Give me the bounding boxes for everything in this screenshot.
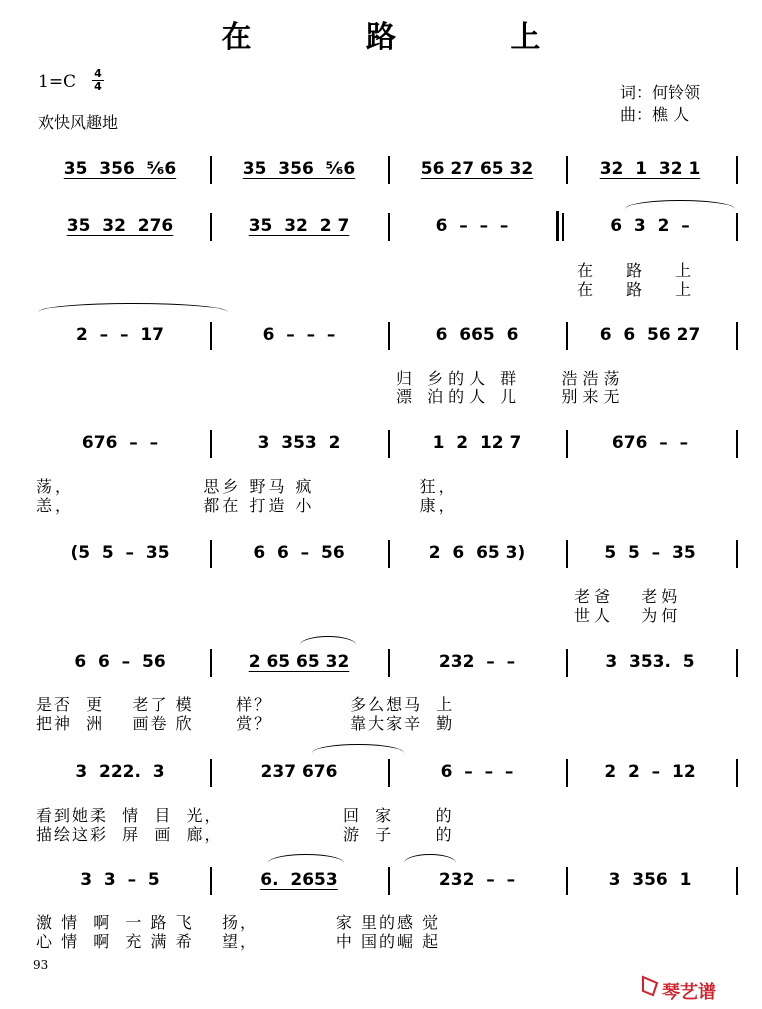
measure: 232 – – <box>438 870 516 890</box>
key-signature: 1=C <box>38 72 77 92</box>
bar-line <box>210 430 212 458</box>
lyric-line: 恙， 都在 打造 小 康， <box>36 496 458 515</box>
tie-arc <box>404 854 456 863</box>
measure: 35 356 ⁵⁄₆6 <box>63 159 177 179</box>
bar-line <box>210 322 212 350</box>
score-system <box>34 318 740 352</box>
bar-line <box>566 540 568 568</box>
bar-line <box>566 649 568 677</box>
bar-line <box>566 156 568 184</box>
bar-line <box>210 540 212 568</box>
page-number: 93 <box>33 958 49 972</box>
measure: 1 2 12 7 <box>432 433 522 453</box>
bar-line <box>736 156 738 184</box>
time-signature-bottom: 4 <box>92 80 104 93</box>
score-system <box>34 863 740 897</box>
lyric-line: 心 情 啊 充 满 希 望， 中 国的崛 起 <box>36 932 441 951</box>
bar-line <box>562 213 564 241</box>
tie-arc <box>300 636 356 645</box>
score-system <box>34 209 740 243</box>
bar-line <box>736 540 738 568</box>
score-system <box>34 536 740 570</box>
measure: 35 32 276 <box>66 216 174 236</box>
measure: 6 – – – <box>262 325 336 345</box>
score-system <box>34 152 740 186</box>
score-system <box>34 645 740 679</box>
song-title: 在 路 上 <box>221 20 593 55</box>
measure: 6 – – – <box>440 762 514 782</box>
bar-line <box>736 322 738 350</box>
lyric-line: 荡， 思乡 野马 疯 狂， <box>36 477 458 496</box>
measure: 6 6 – 56 <box>74 652 166 672</box>
measure: 676 – – <box>611 433 689 453</box>
site-logo: 琴艺谱 <box>662 982 716 1003</box>
tie-arc <box>625 200 735 209</box>
bar-line <box>566 322 568 350</box>
bar-line <box>736 649 738 677</box>
bar-line <box>566 759 568 787</box>
measure: 3 353 2 <box>257 433 341 453</box>
lyric-line: 在 路 上 <box>577 261 706 280</box>
measure: 2 – – 17 <box>76 325 164 345</box>
bar-line <box>388 213 390 241</box>
measure: 6 6 56 27 <box>599 325 701 345</box>
lyric-line: 归 乡的人 群 浩浩荡 <box>396 369 625 388</box>
bar-line <box>736 759 738 787</box>
measure: 2 2 – 12 <box>604 762 696 782</box>
measure: 6 3 2 – <box>610 216 690 236</box>
measure: 3 356 1 <box>608 870 692 890</box>
lyric-line: 漂 泊的人 儿 别来无 <box>396 387 625 406</box>
time-signature-top: 4 <box>94 67 102 80</box>
measure: 56 27 65 32 <box>420 159 534 179</box>
time-signature <box>92 68 104 93</box>
measure: 2 6 65 3) <box>428 543 526 563</box>
measure: 676 – – <box>81 433 159 453</box>
measure: 3 222. 3 <box>75 762 165 782</box>
bar-line <box>388 156 390 184</box>
bar-line <box>388 430 390 458</box>
lyric-line: 世人 为何 <box>574 606 682 625</box>
measure: 3 3 – 5 <box>80 870 160 890</box>
lyric-line: 看到她柔 情 目 光， 回 家 的 <box>36 806 454 825</box>
repeat-bar <box>556 211 559 241</box>
bar-line <box>566 430 568 458</box>
composer-credit: 曲：樵 人 <box>620 105 690 124</box>
lyricist-credit: 词：何铃领 <box>620 83 701 102</box>
bar-line <box>210 649 212 677</box>
score-system <box>34 755 740 789</box>
measure: 5 5 – 35 <box>604 543 696 563</box>
tie-arc <box>38 303 228 312</box>
lyric-line: 激 情 啊 一 路 飞 扬， 家 里的感 觉 <box>36 913 441 932</box>
measure: 232 – – <box>438 652 516 672</box>
bar-line <box>388 540 390 568</box>
bar-line <box>210 213 212 241</box>
tie-arc <box>312 744 404 753</box>
bar-line <box>210 156 212 184</box>
tie-arc <box>268 854 344 863</box>
lyric-line: 描绘这彩 屏 画 廊， 游 子 的 <box>36 825 454 844</box>
lyric-line: 老爸 老妈 <box>574 587 682 606</box>
bar-line <box>210 759 212 787</box>
bar-line <box>736 430 738 458</box>
bar-line <box>736 213 738 241</box>
bar-line <box>736 867 738 895</box>
measure: 2 65 65 32 <box>248 652 350 672</box>
bar-line <box>210 867 212 895</box>
measure: 35 356 ⁵⁄₆6 <box>242 159 356 179</box>
measure: 6 6 – 56 <box>253 543 345 563</box>
measure: 35 32 2 7 <box>248 216 350 236</box>
measure: 6. 2653 <box>260 870 338 890</box>
measure: 237 676 <box>260 762 338 782</box>
bar-line <box>388 759 390 787</box>
score-system <box>34 426 740 460</box>
measure: 3 353. 5 <box>605 652 695 672</box>
measure: 32 1 32 1 <box>599 159 701 179</box>
lyric-line: 把神 洲 画卷 欣 赏？ 靠大家辛 勤 <box>36 714 455 733</box>
lyric-line: 在 路 上 <box>577 280 706 299</box>
measure: 6 – – – <box>435 216 509 236</box>
lyric-line: 是否 更 老了 模 样？ 多么想马 上 <box>36 695 455 714</box>
tempo-marking: 欢快风趣地 <box>38 113 119 132</box>
bar-line <box>388 867 390 895</box>
bar-line <box>388 649 390 677</box>
measure: (5 5 – 35 <box>70 543 170 563</box>
bar-line <box>566 867 568 895</box>
music-note-icon <box>640 975 660 997</box>
bar-line <box>388 322 390 350</box>
measure: 6 665 6 <box>435 325 519 345</box>
